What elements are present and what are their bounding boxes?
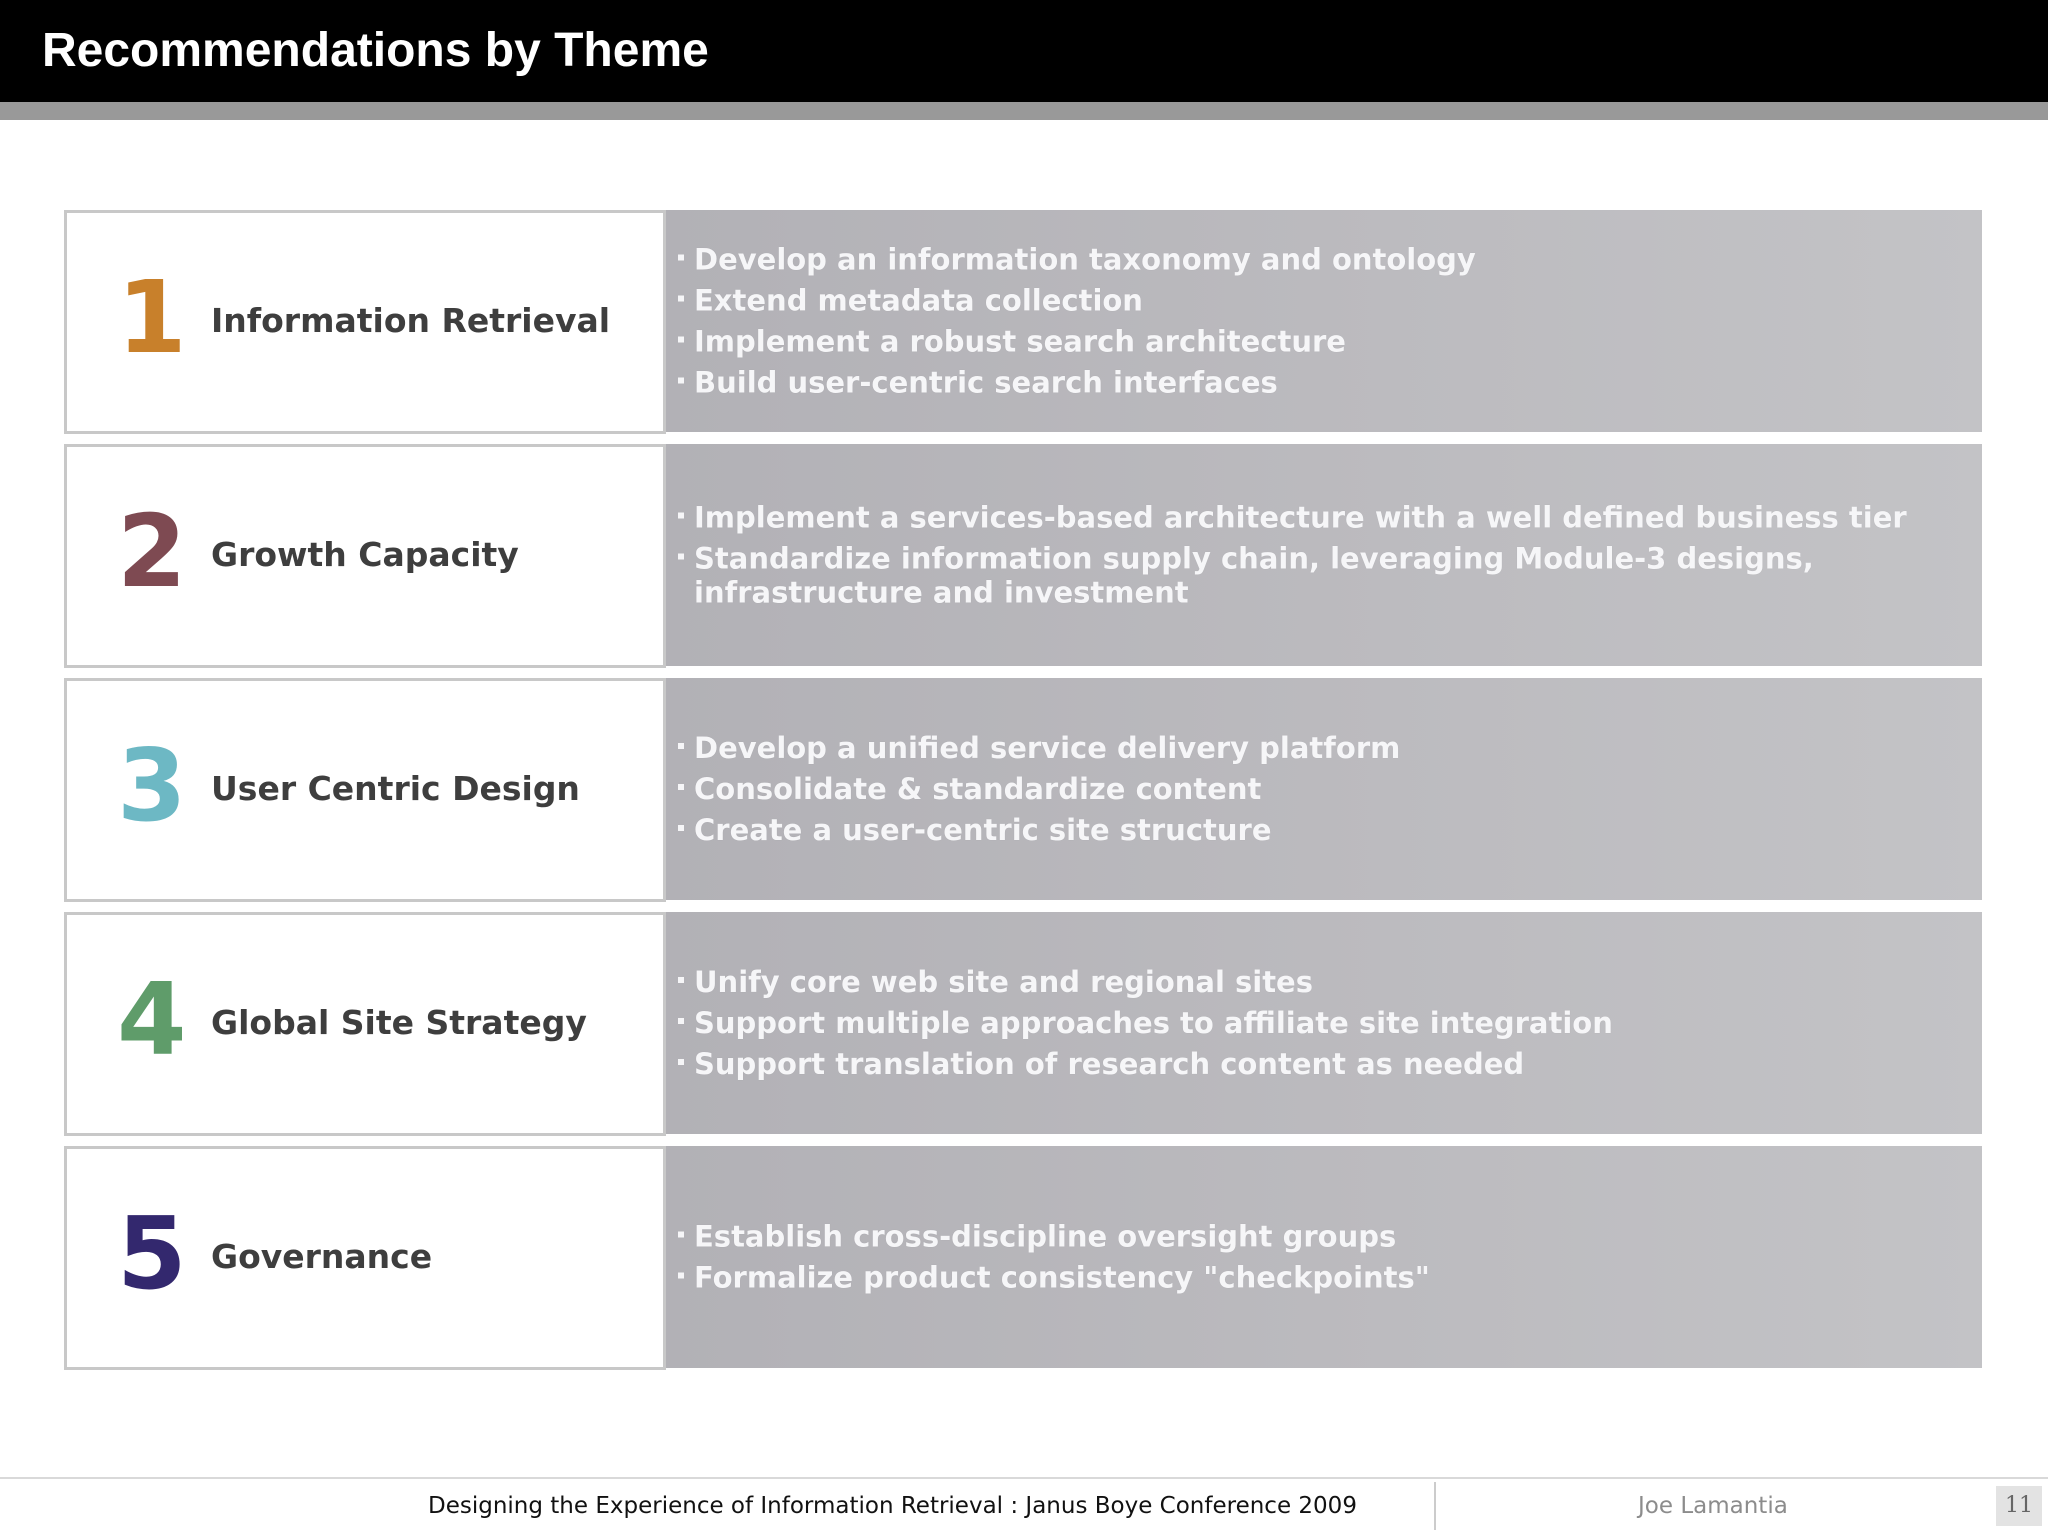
recommendation-item: Formalize product consistency "checkpoints" <box>678 1261 1962 1295</box>
recommendation-item: Develop an information taxonomy and ontology <box>678 243 1962 277</box>
recommendation-item: Implement a robust search architecture <box>678 325 1962 359</box>
recommendation-item: Unify core web site and regional sites <box>678 965 1962 999</box>
theme-number: 1 <box>117 259 187 376</box>
theme-header-box <box>64 444 666 668</box>
theme-label: Global Site Strategy <box>211 1003 587 1042</box>
page-number: 11 <box>1996 1486 2042 1526</box>
theme-label: Information Retrieval <box>211 301 611 340</box>
title-bar <box>0 0 2048 102</box>
recommendation-list <box>678 243 1962 400</box>
theme-header-box <box>64 912 666 1136</box>
recommendation-list <box>678 731 1962 847</box>
recommendation-item: Consolidate & standardize content <box>678 772 1962 806</box>
theme-header-box <box>64 210 666 434</box>
footer-presentation-title: Designing the Experience of Information Retrieval : Janus Boye Conference 2009 <box>428 1493 1357 1519</box>
recommendation-item: Extend metadata collection <box>678 284 1962 318</box>
theme-row <box>64 1146 1982 1368</box>
recommendation-item: Standardize information supply chain, leveraging Module-3 designs, infrastructure and investment <box>678 542 1962 610</box>
recommendation-item: Support translation of research content as needed <box>678 1047 1962 1081</box>
theme-row <box>64 912 1982 1134</box>
theme-label: User Centric Design <box>211 769 580 808</box>
recommendation-item: Support multiple approaches to affiliate site integration <box>678 1006 1962 1040</box>
theme-header-box <box>64 678 666 902</box>
theme-number: 5 <box>117 1195 187 1312</box>
title-rule <box>0 102 2048 120</box>
theme-row <box>64 678 1982 900</box>
theme-row <box>64 444 1982 666</box>
theme-label: Growth Capacity <box>211 535 519 574</box>
theme-recommendations-panel <box>666 912 1982 1134</box>
theme-recommendations-panel <box>666 210 1982 432</box>
recommendation-list <box>678 965 1962 1081</box>
footer-rule <box>0 1477 2048 1479</box>
theme-recommendations-panel <box>666 678 1982 900</box>
theme-recommendations-panel <box>666 444 1982 666</box>
recommendation-item: Develop a unified service delivery platform <box>678 731 1962 765</box>
theme-recommendations-panel <box>666 1146 1982 1368</box>
theme-number: 2 <box>117 493 187 610</box>
footer-divider <box>1434 1482 1436 1530</box>
recommendation-list <box>678 501 1962 610</box>
slide-title: Recommendations by Theme <box>42 24 709 77</box>
theme-row <box>64 210 1982 432</box>
recommendation-item: Create a user-centric site structure <box>678 813 1962 847</box>
theme-header-box <box>64 1146 666 1370</box>
theme-label: Governance <box>211 1237 433 1276</box>
recommendation-item: Implement a services-based architecture with a well defined business tier <box>678 501 1962 535</box>
theme-number: 4 <box>117 961 187 1078</box>
theme-number: 3 <box>117 727 187 844</box>
recommendation-list <box>678 1220 1962 1295</box>
footer-author: Joe Lamantia <box>1638 1493 1788 1519</box>
recommendation-item: Build user-centric search interfaces <box>678 366 1962 400</box>
recommendation-item: Establish cross-discipline oversight groups <box>678 1220 1962 1254</box>
